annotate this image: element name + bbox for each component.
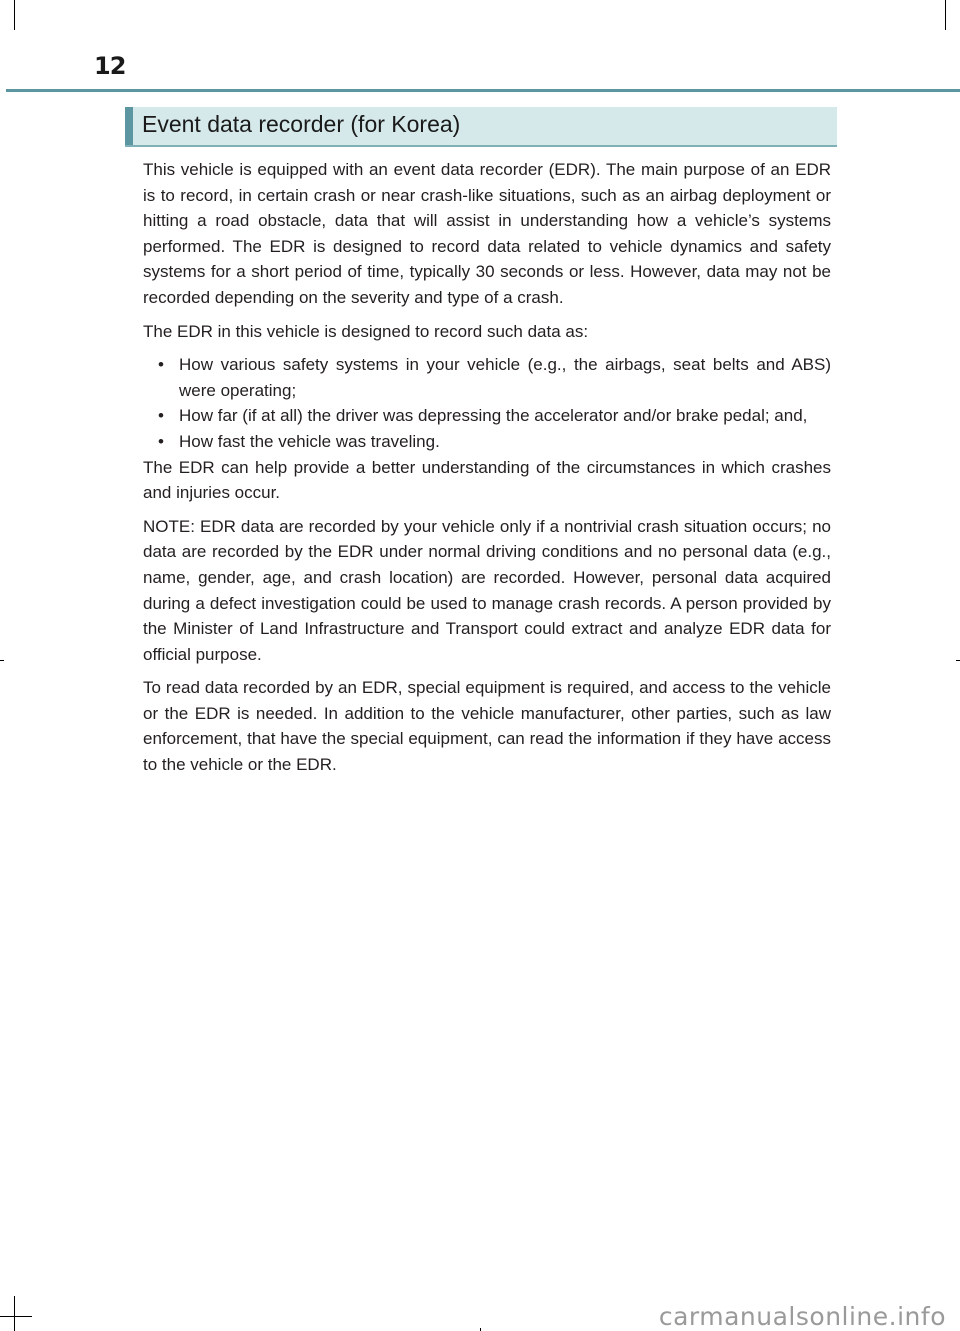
paragraph-intro: This vehicle is equipped with an event data recorder (EDR). The main purpose of an EDR is to record, in certain crash or near crash-like situations, such as an airbag deployment or hitting a road obstacle, data that will assist in understanding how a vehicle’s systems performed. The EDR is designed to record data related to vehicle dynamics and safety systems for a short period of time, typically 30 seconds or less. However, data may not be recorded depending on the severity and type of a crash.: [143, 160, 831, 307]
crop-mark: [14, 1296, 15, 1331]
bullet-icon: •: [158, 431, 164, 451]
crop-mark: [0, 1316, 32, 1317]
bullet-icon: •: [158, 406, 164, 426]
section-title: Event data recorder (for Korea): [142, 111, 461, 137]
watermark: carmanualsonline.info: [658, 1302, 946, 1331]
crop-mark: [956, 660, 960, 661]
paragraph-lead: The EDR in this vehicle is designed to record such data as:: [143, 321, 589, 341]
crop-mark: [945, 0, 946, 30]
bullet-icon: •: [158, 355, 164, 375]
page-number: 12: [94, 52, 126, 80]
list-item: [143, 403, 831, 429]
list-item-text: How far (if at all) the driver was depressing the accelerator and/or brake pedal; and,: [179, 406, 808, 426]
data-list: [143, 352, 831, 454]
crop-mark: [0, 660, 4, 661]
header-rule: [6, 89, 960, 92]
section-header-accent: [125, 107, 133, 145]
paragraph-note: NOTE: EDR data are recorded by your vehicle only if a nontrivial crash situation occurs; no data are recorded by the EDR under normal driving conditions and no personal data (e.g., name, gender, age, and crash location) are recorded. However, personal data acquired during a defect investigation could be used to manage crash records. A person provided by the Minister of Land Infrastructure and Transport could extract and analyze EDR data for official purpose.: [143, 516, 831, 664]
section-body: [143, 157, 831, 786]
paragraph-access: To read data recorded by an EDR, special equipment is required, and access to the vehicle or the EDR is needed. In addition to the vehicle manufacturer, other parties, such as law enforcement, that have the special equipment, can read the information if they have access to the vehicle or the EDR.: [143, 678, 831, 775]
crop-mark: [14, 0, 15, 30]
paragraph-understanding: The EDR can help provide a better understanding of the circumstances in which crashes and injuries occur.: [143, 457, 831, 503]
list-item-text: How fast the vehicle was traveling.: [179, 431, 440, 451]
list-item: [143, 429, 831, 455]
list-item: [143, 352, 831, 403]
section-header: [125, 107, 837, 147]
list-item-text: How various safety systems in your vehicle (e.g., the airbags, seat belts and ABS) were operating;: [179, 355, 831, 400]
